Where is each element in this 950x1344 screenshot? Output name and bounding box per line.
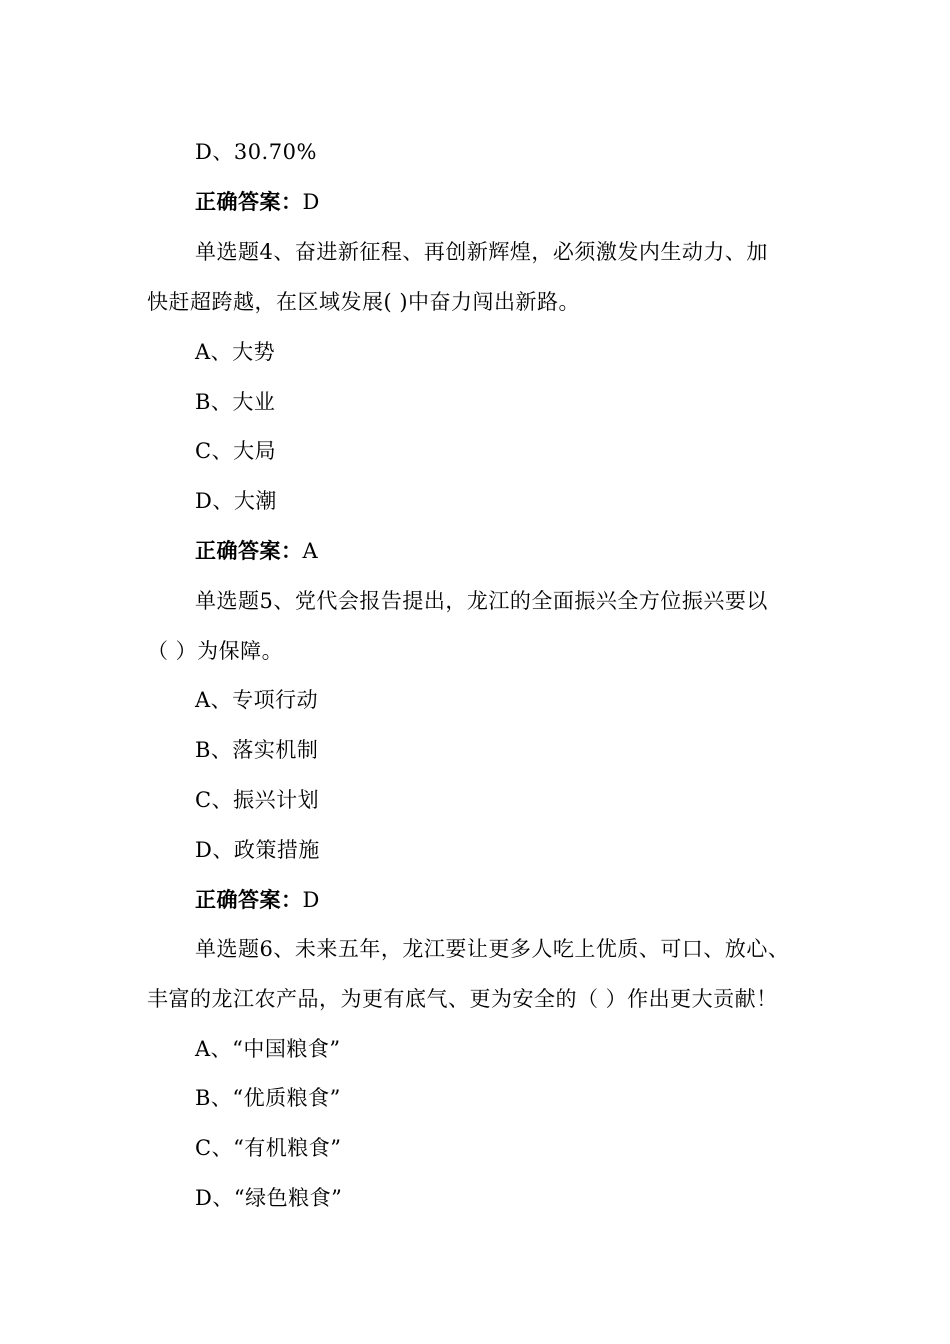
option-d: D、“绿色粮食” [195,1186,343,1210]
option-c: C、振兴计划 [195,788,320,812]
answer-value: A [302,539,319,563]
correct-answer [0,537,950,565]
question-stem-continued: 丰富的龙江农产品，为更有底气、更为安全的（ ）作出更大贡献！ [147,987,778,1011]
option-a: A、大势 [195,340,276,364]
answer-label: 正确答案： [195,887,303,912]
question-stem-continued: （ ）为保障。 [147,639,284,663]
question-stem: 单选题5、党代会报告提出，龙江的全面振兴全方位振兴要以 [195,589,768,613]
answer-label: 正确答案： [195,538,303,563]
correct-answer [0,886,950,914]
answer-value: D [302,888,320,912]
answer-value: D [302,190,320,214]
option-d: D、30.70% [195,140,317,164]
option-d: D、大潮 [195,489,277,513]
correct-answer [0,188,950,216]
option-a: A、专项行动 [195,688,319,712]
option-c: C、大局 [195,439,277,463]
question-stem: 单选题6、未来五年，龙江要让更多人吃上优质、可口、放心、 [195,937,790,961]
answer-label: 正确答案： [195,189,303,214]
question-stem: 单选题4、奋进新征程、再创新辉煌，必须激发内生动力、加 [195,240,768,264]
option-a: A、“中国粮食” [195,1037,341,1061]
option-b: B、落实机制 [195,738,319,762]
option-d: D、政策措施 [195,838,320,862]
option-b: B、大业 [195,390,276,414]
question-stem-continued: 快赶超跨越，在区域发展( )中奋力闯出新路。 [147,290,581,314]
option-b: B、“优质粮食” [195,1086,341,1110]
option-c: C、“有机粮食” [195,1136,342,1160]
